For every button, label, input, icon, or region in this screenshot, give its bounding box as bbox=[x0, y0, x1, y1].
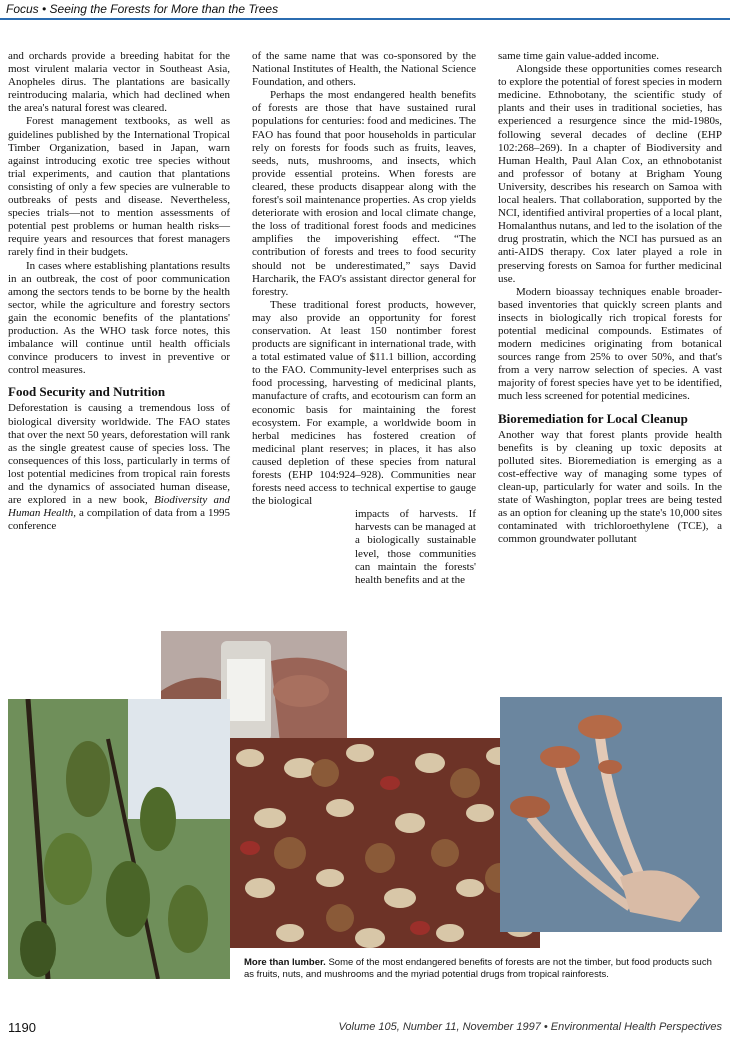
journal-citation: Volume 105, Number 11, November 1997 • Environmental Health Perspectives bbox=[338, 1021, 722, 1033]
section-heading-food-security: Food Security and Nutrition bbox=[8, 384, 166, 400]
paragraph: of the same name that was co-sponsored by the National Institutes of Health, the National Science Foundation, and others. bbox=[252, 50, 476, 89]
cacao-fruit-photo bbox=[8, 699, 230, 979]
paragraph: same time gain value-added income. bbox=[498, 50, 659, 62]
paragraph: These traditional forest products, however, may also provide an opportunity for forest conservation. At least 150 nontimber forest products are significant in international trade, with a total estimated value of $11.1 billion, according to the FAO. Community-level enterprises such as food processing, harvesting of medicinal plants, manufacture of crafts, and ecotourism can form an economic basis for maintaining the forest ecosystem. For example, a worldwide boom in herbal medicines has fostered creation of medicinal plant reserves; in places, it has also caused depletion of these species from natural forests (EHP 104:924–928). Communities near forests need access to technical expertise to gauge the biological bbox=[252, 298, 476, 508]
paragraph-text: Deforestation is causing a tremendous loss of biological diversity worldwide. The FAO states that over the next 50 years, deforestation will rank as the single greatest cause of species loss. The consequences of this loss, particularly in terms of lost potential medicines from tropical rain forests and the dynamics of associated human disease, are explored in a new book, bbox=[8, 402, 230, 507]
paragraph-narrow: impacts of harvests. If harvests can be managed at a biologically sustainable level, those communities can maintain the forests' health benefits and at the bbox=[355, 508, 476, 586]
column-2 bbox=[252, 50, 476, 587]
running-title: Focus • Seeing the Forests for More than the Trees bbox=[6, 2, 279, 16]
mushrooms-photo bbox=[500, 697, 722, 932]
paragraph: Another way that forest plants provide health benefits is by cleaning up toxic deposits at polluted sites. Bioremediation is emerging as a cost-effective way of managing some types of clean-up, particularly for water and soils. In the state of Washington, poplar trees are being tested as an option for cleaning up the state's 10,000 sites contaminated with trichloroethylene (TCE), a common groundwater pollutant bbox=[498, 428, 722, 546]
nuts-photo bbox=[230, 738, 540, 948]
figure-caption bbox=[244, 957, 722, 981]
column-1 bbox=[8, 50, 230, 533]
section-heading-bioremediation: Bioremediation for Local Cleanup bbox=[498, 410, 688, 426]
caption-lead: More than lumber. bbox=[244, 957, 326, 968]
paragraph: In cases where establishing plantations results in an outbreak, the cost of poor communication among the sectors tends to be borne by the health sector, while the agriculture and forestry sectors gain the economic benefits of the plantations' production. As the WHO task force notes, this imbalance will continue until health officials convince producers to invest in preventive or control measures. bbox=[8, 259, 230, 377]
page-number: 1190 bbox=[8, 1020, 36, 1035]
paragraph: Perhaps the most endangered health benefits of forests are those that have sustained rural populations for centuries: food and medicines. The FAO has found that poor households in particular rely on forests for foods such as fruits, leaves, seeds, nuts, mushrooms, and insects, which provide essential proteins. When forests are cleared, these products disappear along with the forest's soil maintenance properties. As crop yields deteriorate with erosion and local climate change, the loss of traditional forest foods and medicines amplifies the impoverishing effect. “The contribution of forests and trees to food security should not be underestimated,” says David Harcharik, the FAO's assistant director general for forestry. bbox=[252, 89, 476, 298]
paragraph: Forest management textbooks, as well as guidelines published by the International Tropical Timber Organization, based in Japan, warn against introducing exotic tree species without trial experiments, and caution that plantations consisting of only a few species are vulnerable to outbreaks of pests and disease. Nevertheless, species trials—not to mention assessments of potential pest problems or human health risks—require years and resources that forest managers rarely find in their budgets. bbox=[8, 115, 230, 259]
column-3 bbox=[498, 50, 722, 546]
paragraph: Alongside these opportunities comes research to explore the potential of forest species in modern medicine. Ethnobotany, the scientific study of plants and their uses in traditional societies, has experienced a resurgence since the mid-1980s, following several decades of decline (EHP 102:268–269). In a chapter of Biodiversity and Human Health, Paul Alan Cox, an ethnobotanist and professor of botany at Brigham Young University, describes his research on Samoa with local healers. That collaboration, supported by the NCI, identified antiviral properties of a local plant, Homalanthus nutans, and led to the isolation of the drug prostratin, which the NCI has pursued as an anti-AIDS therapy. Cox later played a role in preserving forests on Samoa for further medicinal use. bbox=[498, 63, 722, 285]
paragraph: Modern bioassay techniques enable broader-based inventories that quickly screen plants and insects in biologically rich tropical forests for potential medicinal compounds. Estimates of modern medicines originating from botanical sources range from 25% to over 50%, and that's from a very narrow selection of species. A vast majority of forest species have yet to be identified, much less screened for potential medicines. bbox=[498, 285, 722, 403]
running-header bbox=[0, 0, 730, 20]
book-title: Biodiversity and Human Health, bbox=[8, 494, 231, 520]
paragraph bbox=[8, 402, 230, 533]
paragraph: and orchards provide a breeding habitat for the most virulent malaria vector in Southeast Asia, Anopheles dirus. The plantations are basically reintroducing malaria, which had declined when the area's natural forest was cleared. bbox=[8, 50, 230, 115]
paragraph-text-end: a compilation of data from a 1995 conference bbox=[8, 507, 230, 533]
caption-text: Some of the most endangered benefits of forests are not the timber, but food products such as fruits, nuts, and mushrooms and the myriad potential drugs from tropical rainforests. bbox=[244, 957, 712, 980]
